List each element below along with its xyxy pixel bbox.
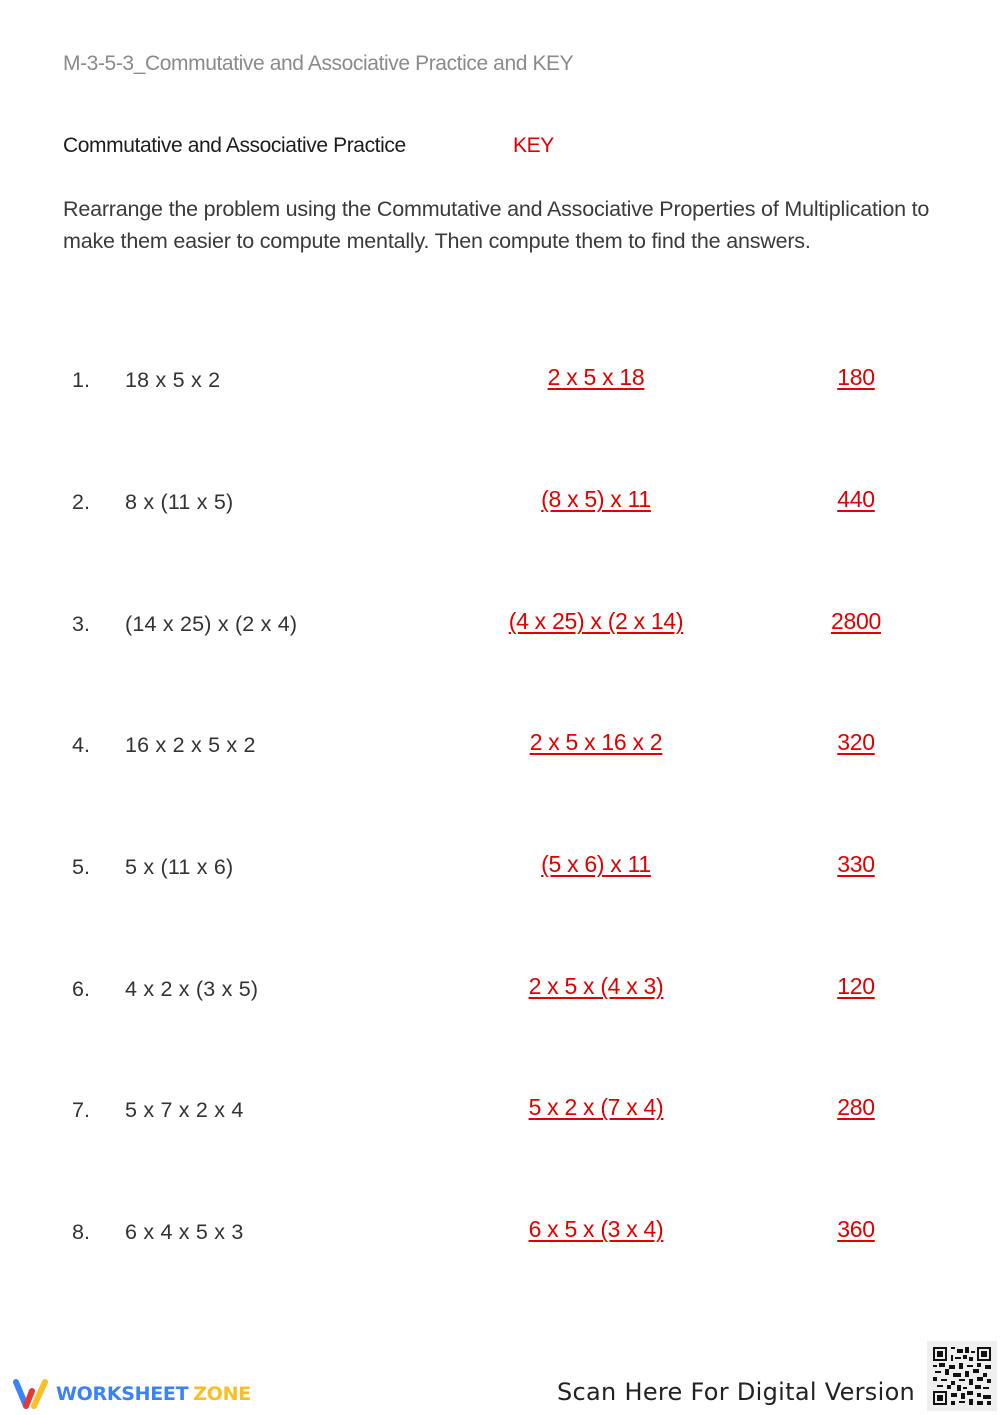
rearranged-answer: 2 x 5 x 16 x 2	[529, 729, 663, 755]
final-answer: 2800	[831, 608, 881, 634]
problem-expression: 18 x 5 x 2	[125, 368, 221, 392]
problem-expression: 8 x (11 x 5)	[125, 490, 234, 514]
final-answer: 330	[837, 851, 875, 877]
problem-number: 7.	[72, 1098, 90, 1122]
final-answer: 280	[837, 1094, 875, 1120]
problem-expression: 5 x (11 x 6)	[125, 855, 234, 879]
final-answer: 360	[837, 1216, 875, 1242]
rearranged-answer: (4 x 25) x (2 x 14)	[508, 608, 684, 634]
final-answer: 120	[837, 973, 875, 999]
document-id: M-3-5-3_Commutative and Associative Practice and KEY	[63, 52, 574, 75]
problem-expression: (14 x 25) x (2 x 4)	[125, 612, 298, 636]
worksheetzone-logo-icon	[10, 1377, 52, 1411]
instructions: Rearrange the problem using the Commutative and Associative Properties of Multiplication to make them easier to compute mentally. Then compute them to find the answers.	[63, 197, 930, 253]
problem-number: 8.	[72, 1220, 90, 1244]
rearranged-answer: (8 x 5) x 11	[541, 486, 651, 512]
problem-row	[0, 1094, 1000, 1138]
problem-number: 3.	[72, 612, 90, 636]
problem-row	[0, 364, 1000, 408]
rearranged-answer: 2 x 5 x 18	[547, 364, 645, 390]
problem-number: 5.	[72, 855, 90, 879]
final-answer: 320	[837, 729, 875, 755]
final-answer: 440	[837, 486, 875, 512]
problem-number: 1.	[72, 368, 90, 392]
problem-row	[0, 1216, 1000, 1260]
rearranged-answer: (5 x 6) x 11	[541, 851, 651, 877]
worksheet-title: Commutative and Associative Practice	[63, 134, 406, 157]
brand-name-zone: ZONE	[193, 1383, 251, 1405]
problem-number: 4.	[72, 733, 90, 757]
problem-row	[0, 729, 1000, 773]
qr-code[interactable]	[927, 1341, 997, 1411]
rearranged-answer: 5 x 2 x (7 x 4)	[528, 1094, 664, 1120]
problem-row	[0, 486, 1000, 530]
problem-row	[0, 973, 1000, 1017]
final-answer: 180	[837, 364, 875, 390]
rearranged-answer: 2 x 5 x (4 x 3)	[528, 973, 664, 999]
scan-text: Scan Here For Digital Version	[557, 1378, 916, 1406]
problem-row	[0, 608, 1000, 652]
brand-name-worksheet: WORKSHEET	[56, 1383, 189, 1405]
problem-expression: 6 x 4 x 5 x 3	[125, 1220, 244, 1244]
footer-brand[interactable]	[10, 1376, 251, 1412]
problem-expression: 4 x 2 x (3 x 5)	[125, 977, 259, 1001]
rearranged-answer: 6 x 5 x (3 x 4)	[528, 1216, 664, 1242]
problem-expression: 16 x 2 x 5 x 2	[125, 733, 256, 757]
problem-number: 2.	[72, 490, 90, 514]
key-label: KEY	[513, 134, 554, 157]
problem-number: 6.	[72, 977, 90, 1001]
problem-expression: 5 x 7 x 2 x 4	[125, 1098, 244, 1122]
problem-row	[0, 851, 1000, 895]
